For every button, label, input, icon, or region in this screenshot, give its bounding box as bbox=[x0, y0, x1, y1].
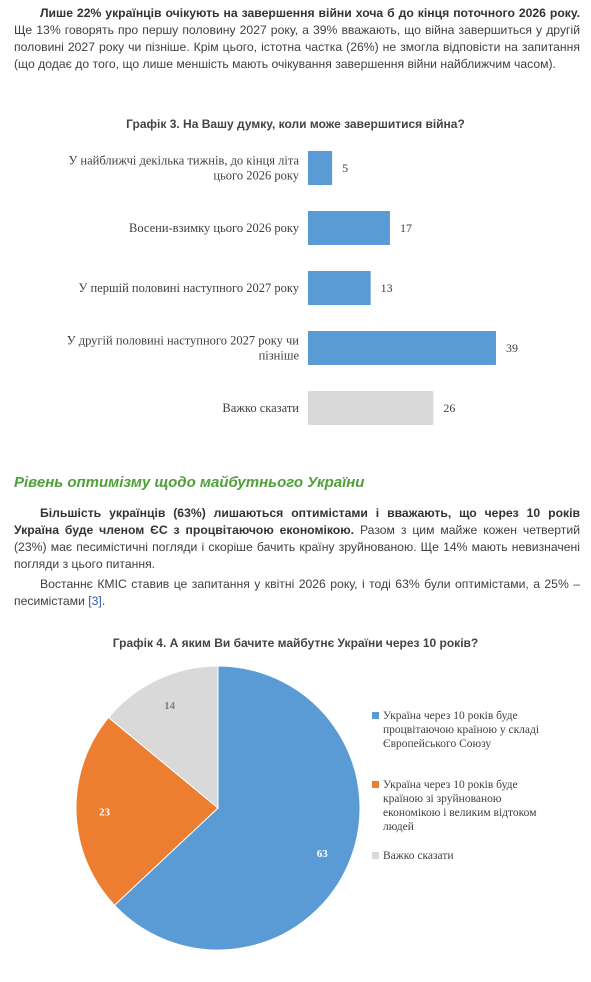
chart3-bar bbox=[308, 331, 496, 365]
chart3-category-label: цього 2026 року bbox=[213, 168, 299, 183]
chart3-bar-chart bbox=[0, 140, 591, 460]
chart4-legend-label: Україна через 10 років буде bbox=[383, 779, 518, 791]
para-optimism bbox=[14, 505, 580, 573]
chart4-legend-label: Важко сказати bbox=[383, 850, 454, 862]
chart4-legend-label: економікою і великим відтоком bbox=[383, 807, 537, 819]
chart4-value-label: 63 bbox=[316, 848, 328, 861]
chart3-bar bbox=[308, 271, 371, 305]
chart4-legend-label: процвітаючою країною у складі bbox=[383, 724, 540, 736]
chart4-pie-chart bbox=[0, 660, 591, 970]
reference-link[interactable]: [3] bbox=[88, 594, 102, 608]
chart3-category-label: У найближчі декілька тижнів, до кінця літа bbox=[68, 153, 299, 168]
section-title: Рівень оптимізму щодо майбутнього України bbox=[14, 474, 365, 491]
intro-paragraph bbox=[14, 5, 580, 73]
para-previous bbox=[14, 576, 580, 610]
chart3-value-label: 26 bbox=[443, 401, 456, 415]
chart3-value-label: 39 bbox=[506, 341, 518, 355]
para-optimism-rest: Разом з цим майже кожен четвертий (23%) має песимістичні погляди і скоріше бачить країну зруйнованою. Ще 14% мають невизначені погляди з цього питання. bbox=[14, 523, 580, 571]
chart3-value-label: 13 bbox=[380, 281, 393, 295]
intro-lead-bold: Лише 22% українців очікують на завершення війни хоча б до кінця поточного 2026 року. bbox=[40, 6, 580, 20]
chart3-category-label: У першій половині наступного 2027 року bbox=[78, 281, 299, 295]
chart3-bar bbox=[308, 211, 390, 245]
chart4-legend-swatch bbox=[372, 781, 379, 788]
para-optimism-bold: Більшість українців (63%) лишаються оптимістами і вважають, що через 10 років Україна буде членом ЄС з процвітаючою економікою. bbox=[14, 506, 580, 537]
chart4-legend-label: Європейського Союзу bbox=[383, 738, 492, 750]
chart3-bar bbox=[308, 391, 433, 425]
chart3-bar bbox=[308, 151, 332, 185]
chart4-legend-label: людей bbox=[383, 821, 414, 833]
intro-rest: Ще 13% говорять про першу половину 2027 року, а 39% вважають, що війна завершиться у другій половині 2027 року чи пізніше. Крім цього, істотна частка (26%) не змогла відповісти на запитання (що додає до того, що лише меншість мають очікування завершення війни найближчим часом). bbox=[14, 23, 580, 71]
para-previous-text: Востаннє КМІС ставив це запитання у квітні 2026 року, і тоді 63% були оптимістами, а 25% – песимістами bbox=[14, 577, 580, 608]
chart4-value-label: 14 bbox=[164, 700, 176, 713]
para-previous-end: . bbox=[101, 594, 106, 608]
chart4-legend-swatch bbox=[372, 852, 379, 859]
chart3-category-label: Важко сказати bbox=[222, 401, 299, 415]
chart4-title: Графік 4. А яким Ви бачите майбутнє України через 10 років? bbox=[112, 636, 479, 650]
chart4-legend-swatch bbox=[372, 712, 379, 719]
chart4-legend-label: Україна через 10 років буде bbox=[383, 710, 518, 722]
chart3-category-label: Восени-взимку цього 2026 року bbox=[128, 221, 299, 235]
chart3-value-label: 5 bbox=[342, 161, 349, 175]
chart3-value-label: 17 bbox=[399, 221, 412, 235]
chart3-category-label: У другій половині наступного 2027 року чи bbox=[66, 333, 299, 348]
chart4-value-label: 23 bbox=[98, 806, 110, 819]
chart4-legend-label: країною зі зруйнованою bbox=[383, 793, 502, 805]
chart3-title: Графік 3. На Вашу думку, коли може завершитися війна? bbox=[126, 117, 465, 131]
chart3-category-label: пізніше bbox=[258, 348, 299, 363]
